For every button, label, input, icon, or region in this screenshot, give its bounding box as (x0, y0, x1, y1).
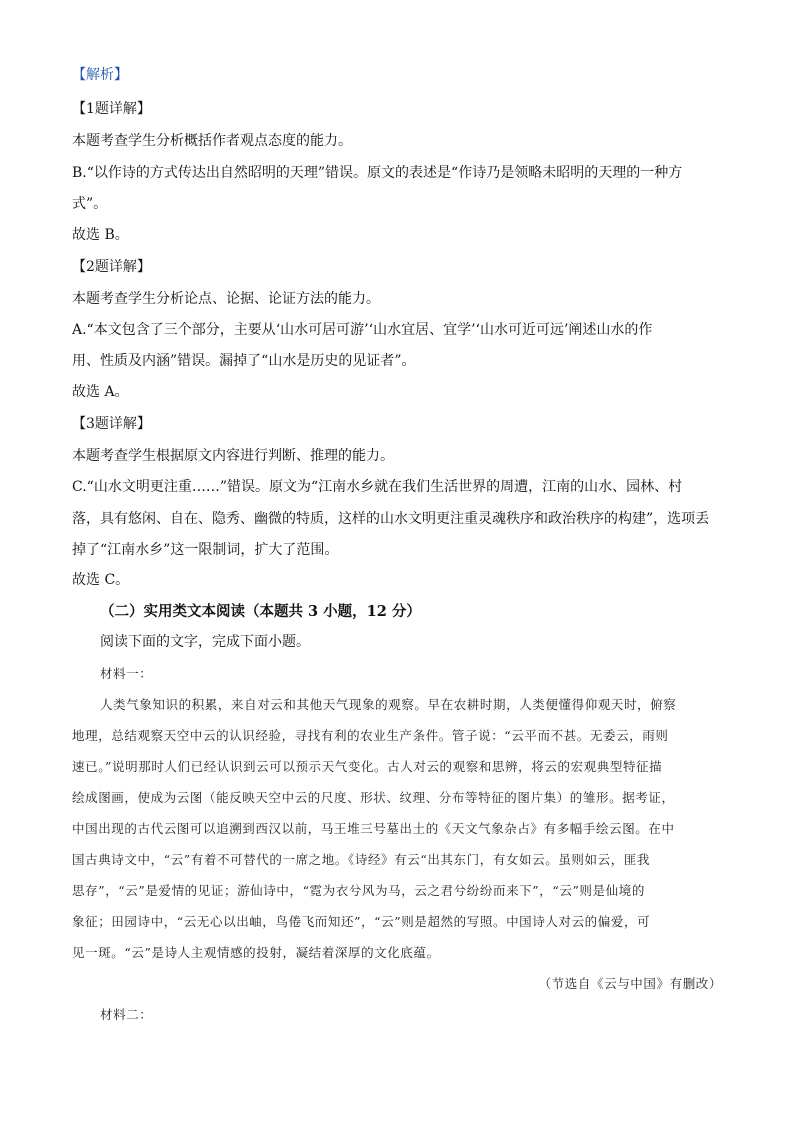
q1-line-1: 本题考查学生分析概括作者观点态度的能力。 (72, 133, 352, 149)
q1-line-2: B.“以作诗的方式传达出自然昭明的天理”错误。原文的表述是“作诗乃是领略未昭明的天理的一种方 (72, 165, 683, 181)
material1-line-6: 国古典诗文中，“云”有着不可替代的一席之地。《诗经》有云“出其东门，有女如云。虽则如云，匪我 (72, 852, 651, 867)
q2-line-1: 本题考查学生分析论点、论据、论证方法的能力。 (72, 291, 380, 307)
material1-line-8: 象征；田园诗中，“云无心以出岫，鸟倦飞而知还”，“云”则是超然的写照。中国诗人对云的偏爱，可 (72, 914, 651, 929)
q1-line-3: 式”。 (72, 196, 108, 212)
q1-header: 【1题详解】 (72, 101, 151, 117)
section-instruction: 阅读下面的文字，完成下面小题。 (100, 634, 310, 650)
material1-line-7: 思存”，“云”是爱情的见证；游仙诗中，“霓为衣兮风为马，云之君兮纷纷而来下”，“云”则是仙境的 (72, 883, 645, 898)
q3-line-2: C.“山水文明更注重……”错误。原文为“江南水乡就在我们生活世界的周遭，江南的山水、园林、村 (72, 479, 683, 495)
q1-line-4: 故选 B。 (72, 227, 129, 243)
section-title: （二）实用类文本阅读（本题共 3 小题，12 分） (100, 603, 421, 620)
q3-line-4: 掉了“江南水乡”这一限制词，扩大了范围。 (72, 542, 339, 558)
q2-header: 【2题详解】 (72, 259, 151, 275)
q2-line-4: 故选 A。 (72, 384, 129, 400)
material1-line-4: 绘成图画，使成为云图（能反映天空中云的尺度、形状、纹理、分布等特征的图片集）的雏形。据考证， (72, 790, 675, 805)
q2-line-2: A.“本文包含了三个部分，主要从‘山水可居可游’‘山水宜居、宜学’‘山水可近可远’阐述山水的作 (72, 322, 653, 338)
material1-line-1: 人类气象知识的积累，来自对云和其他天气现象的观察。早在农耕时期，人类便懂得仰观天时，俯察 (100, 697, 677, 712)
q3-line-3: 落，具有悠闲、自在、隐秀、幽微的特质，这样的山水文明更注重灵魂秩序和政治秩序的构建”，选项丢 (72, 511, 710, 527)
material1-source: （节选自《云与中国》有删改） (538, 976, 722, 991)
q3-header: 【3题详解】 (72, 416, 151, 432)
analysis-header: 【解析】 (72, 67, 128, 83)
material1-line-9: 见一斑。“云”是诗人主观情感的投射，凝结着深厚的文化底蕴。 (72, 945, 440, 960)
q3-line-5: 故选 C。 (72, 572, 130, 588)
material1-line-2: 地理，总结观察天空中云的认识经验，寻找有利的农业生产条件。管子说：“云平而不甚。无委云，雨则 (72, 728, 669, 743)
material2-label: 材料二： (100, 1007, 153, 1022)
material1-line-3: 速已。”说明那时人们已经认识到云可以预示天气变化。古人对云的观察和思辨，将云的宏观典型特征描 (72, 759, 663, 774)
q2-line-3: 用、性质及内涵”错误。漏掉了“山水是历史的见证者”。 (72, 353, 416, 369)
material1-label: 材料一： (100, 666, 153, 681)
material1-line-5: 中国出现的古代云图可以追溯到西汉以前，马王堆三号墓出土的《天文气象杂占》有多幅手绘云图。在中 (72, 821, 675, 836)
q3-line-1: 本题考查学生根据原文内容进行判断、推理的能力。 (72, 448, 394, 464)
